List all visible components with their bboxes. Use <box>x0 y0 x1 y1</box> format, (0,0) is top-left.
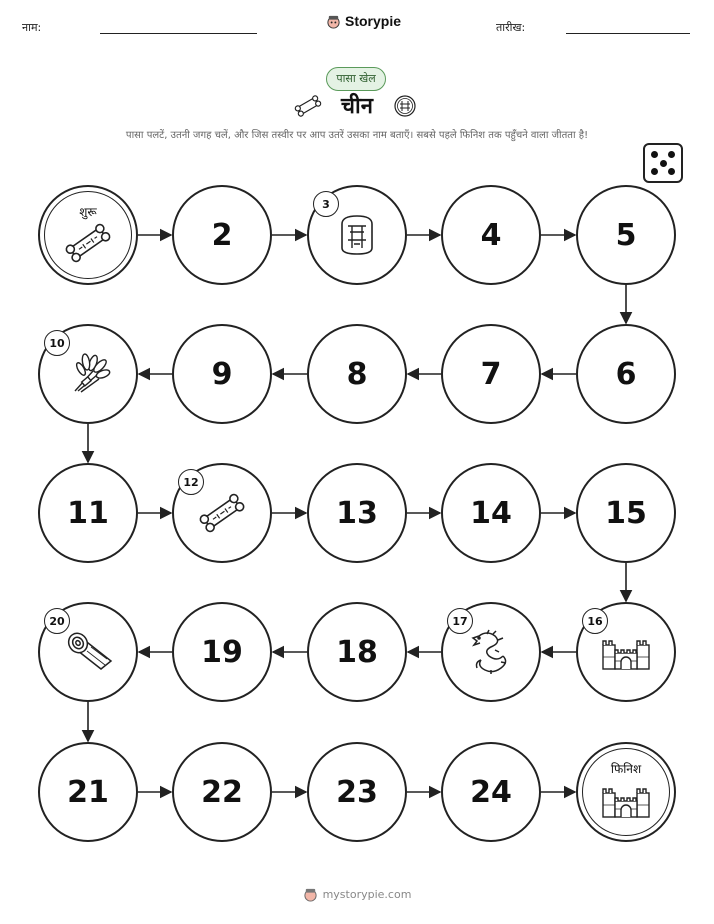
space-number: 4 <box>480 217 502 253</box>
space-number: 24 <box>470 774 512 810</box>
space-number-badge: 20 <box>44 608 70 634</box>
board-space[interactable] <box>441 185 541 285</box>
board-space[interactable] <box>576 602 676 702</box>
game-type-badge: पासा खेल <box>326 67 386 91</box>
space-caption: फिनिश <box>610 762 642 776</box>
space-number: 19 <box>201 634 243 670</box>
great-wall-icon <box>599 631 653 673</box>
board-space[interactable] <box>576 463 676 563</box>
board-space[interactable] <box>307 185 407 285</box>
brand-name: Storypie <box>345 13 402 29</box>
bone-scroll-icon <box>62 223 114 263</box>
space-number: 11 <box>67 495 109 531</box>
silk-roll-icon <box>61 629 115 675</box>
board-space[interactable] <box>38 463 138 563</box>
board-space[interactable] <box>441 602 541 702</box>
herb-bundle-icon <box>63 349 113 399</box>
board-space[interactable] <box>38 742 138 842</box>
dragon-icon <box>465 626 517 678</box>
seal-coin-icon <box>332 210 382 260</box>
board-space[interactable] <box>307 463 407 563</box>
bone-scroll-icon <box>196 493 248 533</box>
board-space[interactable] <box>441 324 541 424</box>
space-number: 13 <box>336 495 378 531</box>
page-title: चीन <box>341 94 373 119</box>
board-space[interactable] <box>576 324 676 424</box>
space-number: 6 <box>615 356 637 392</box>
footer <box>0 887 714 902</box>
footer-site[interactable]: mystorypie.com <box>322 888 412 901</box>
board-space[interactable] <box>307 602 407 702</box>
space-number-badge: 12 <box>178 469 204 495</box>
space-number: 7 <box>480 356 502 392</box>
board-space[interactable] <box>307 324 407 424</box>
space-number: 2 <box>211 217 233 253</box>
storypie-mascot-icon <box>303 887 318 902</box>
board-space[interactable] <box>307 742 407 842</box>
board-space[interactable] <box>38 602 138 702</box>
space-number: 5 <box>615 217 637 253</box>
space-number: 15 <box>605 495 647 531</box>
finish-space[interactable] <box>576 742 676 842</box>
space-number: 14 <box>470 495 512 531</box>
board-space[interactable] <box>172 185 272 285</box>
space-number: 23 <box>336 774 378 810</box>
space-number-badge: 10 <box>44 330 70 356</box>
space-number: 8 <box>346 356 368 392</box>
board-space[interactable] <box>172 463 272 563</box>
space-number: 9 <box>211 356 233 392</box>
space-number: 21 <box>67 774 109 810</box>
space-caption: शुरू <box>79 205 97 219</box>
space-number: 22 <box>201 774 243 810</box>
board-space[interactable] <box>441 742 541 842</box>
board-space[interactable] <box>441 463 541 563</box>
space-number-badge: 3 <box>313 191 339 217</box>
date-label: तारीख: <box>496 21 526 34</box>
board-space[interactable] <box>172 602 272 702</box>
space-number-badge: 17 <box>447 608 473 634</box>
space-number: 18 <box>336 634 378 670</box>
start-space[interactable] <box>38 185 138 285</box>
great-wall-icon <box>599 779 653 821</box>
board-space[interactable] <box>172 742 272 842</box>
space-number-badge: 16 <box>582 608 608 634</box>
instructions: पासा पलटें, उतनी जगह चलें, और जिस तस्वीर पर आप उतरें उसका नाम बताएँ। सबसे पहले फिनिश तक पहुँचने वाला जीतता है! <box>125 130 589 141</box>
board-space[interactable] <box>576 185 676 285</box>
board-space[interactable] <box>172 324 272 424</box>
name-label: नाम: <box>22 21 42 34</box>
board-space[interactable] <box>38 324 138 424</box>
